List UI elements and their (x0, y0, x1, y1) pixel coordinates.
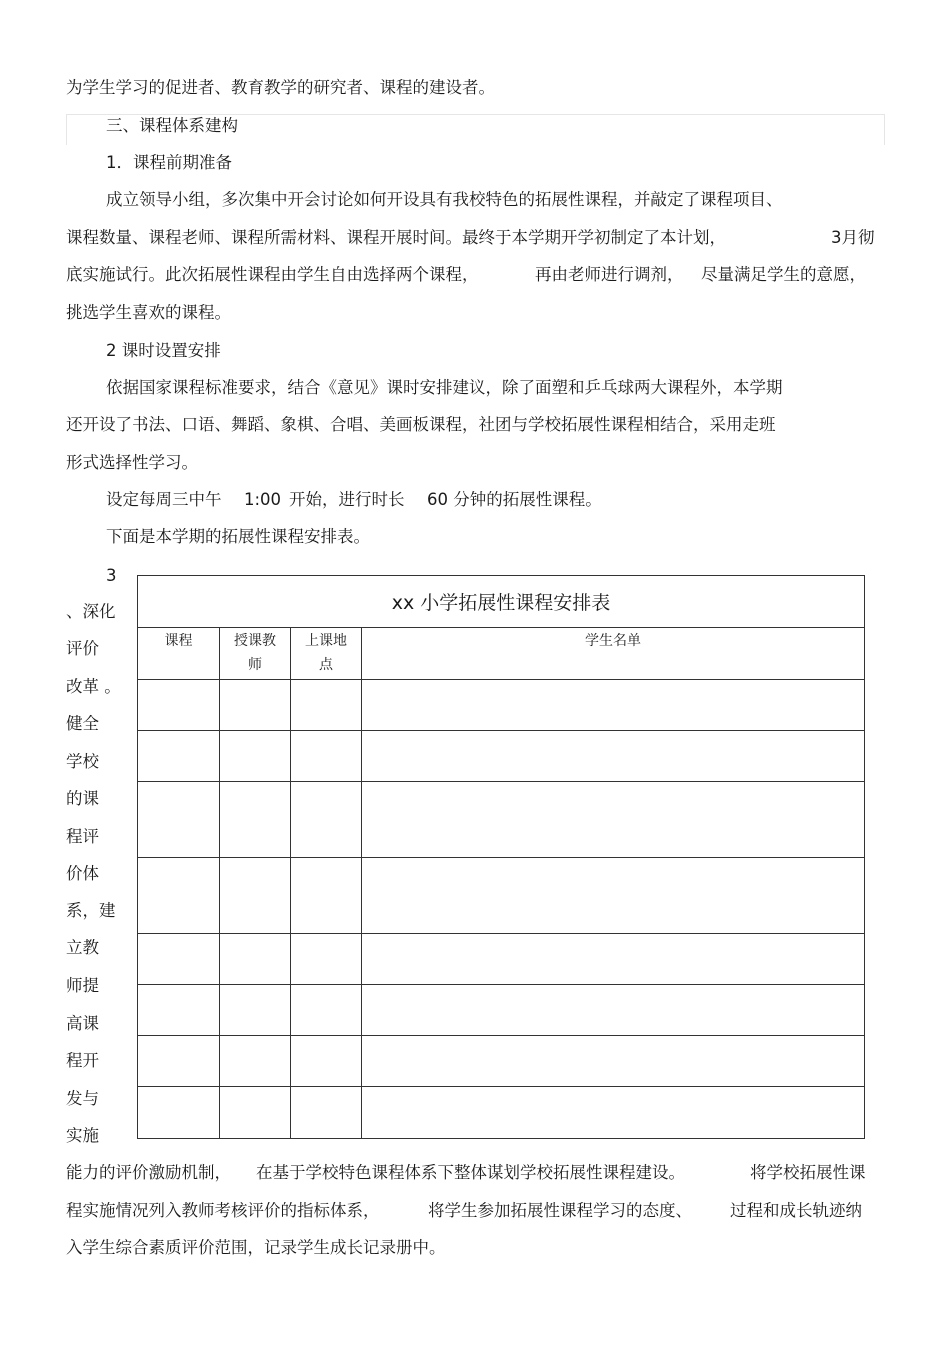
paragraph-4: 下面是本学期的拓展性课程安排表。 (106, 527, 370, 546)
side-text-13: 程开 (66, 1051, 99, 1070)
side-text-10: 立教 (66, 938, 99, 957)
tail-line-2c: 过程和成长轨迹纳 (730, 1201, 862, 1220)
cell-location[interactable] (291, 1087, 362, 1139)
table-row (138, 680, 865, 731)
cell-students[interactable] (362, 934, 865, 985)
cell-students[interactable] (362, 1087, 865, 1139)
cell-students[interactable] (362, 985, 865, 1036)
tail-line-3: 入学生综合素质评价范围，记录学生成长记录册中。 (66, 1238, 446, 1257)
cell-course[interactable] (138, 858, 220, 934)
paragraph-2-line-1: 依据国家课程标准要求，结合《意见》课时安排建议，除了面塑和乒乓球两大课程外，本学期 (106, 378, 783, 397)
tail-line-2b: 将学生参加拓展性课程学习的态度、 (428, 1201, 692, 1220)
cell-teacher[interactable] (220, 934, 291, 985)
header-course: 课程 (138, 628, 220, 680)
side-text-2: 评价 (66, 639, 99, 658)
side-text-1: 、深化 (66, 602, 116, 621)
cell-students[interactable] (362, 858, 865, 934)
subheading-2: 2 课时设置安排 (106, 341, 221, 360)
paragraph-1-line-3c: 尽量满足学生的意愿， (701, 265, 866, 284)
header-students: 学生名单 (362, 628, 865, 680)
side-text-9: 系，建 (66, 901, 116, 920)
cell-location[interactable] (291, 680, 362, 731)
paragraph-3-a: 设定每周三中午 (106, 490, 222, 509)
side-text-5: 学校 (66, 752, 99, 771)
paragraph-3-duration: 60 分钟的拓展性课程。 (427, 490, 602, 509)
tail-line-1b: 在基于学校特色课程体系下整体谋划学校拓展性课程建设。 (256, 1163, 685, 1182)
cell-location[interactable] (291, 782, 362, 858)
side-text-12: 高课 (66, 1014, 99, 1033)
paragraph-1-line-2-tail: 3月彻 (831, 228, 875, 247)
cell-location[interactable] (291, 985, 362, 1036)
side-text-14: 发与 (66, 1089, 99, 1108)
table-row (138, 1036, 865, 1087)
side-text-15: 实施 (66, 1126, 99, 1145)
cell-location[interactable] (291, 934, 362, 985)
table-row (138, 731, 865, 782)
cell-teacher[interactable] (220, 680, 291, 731)
cell-location[interactable] (291, 731, 362, 782)
cell-location[interactable] (291, 1036, 362, 1087)
header-location: 上课地点 (291, 628, 362, 680)
section-heading: 三、课程体系建构 (106, 116, 238, 135)
cell-course[interactable] (138, 1087, 220, 1139)
cell-teacher[interactable] (220, 1087, 291, 1139)
cell-course[interactable] (138, 1036, 220, 1087)
side-text-3: 改革 。 (66, 677, 121, 696)
tail-line-2a: 程实施情况列入教师考核评价的指标体系， (66, 1201, 380, 1220)
cell-teacher[interactable] (220, 858, 291, 934)
paragraph-1-line-2: 课程数量、课程老师、课程所需材料、课程开展时间。最终于本学期开学初制定了本计划， (66, 228, 726, 247)
table-row (138, 858, 865, 934)
cell-course[interactable] (138, 782, 220, 858)
cell-course[interactable] (138, 680, 220, 731)
cell-course[interactable] (138, 985, 220, 1036)
cell-course[interactable] (138, 934, 220, 985)
paragraph-3-time: 1:00 (244, 490, 282, 509)
table-row (138, 985, 865, 1036)
cell-students[interactable] (362, 1036, 865, 1087)
cell-students[interactable] (362, 731, 865, 782)
paragraph-1-line-4: 挑选学生喜欢的课程。 (66, 303, 231, 322)
cell-teacher[interactable] (220, 1036, 291, 1087)
cell-students[interactable] (362, 782, 865, 858)
cell-location[interactable] (291, 858, 362, 934)
subheading-1: 1．课程前期准备 (106, 153, 232, 172)
side-text-6: 的课 (66, 789, 99, 808)
text-line-1: 为学生学习的促进者、教育教学的研究者、课程的建设者。 (66, 78, 495, 97)
side-text-8: 价体 (66, 864, 99, 883)
paragraph-1-line-3b: 再由老师进行调剂， (535, 265, 684, 284)
paragraph-1-line-3a: 底实施试行。此次拓展性课程由学生自由选择两个课程， (66, 265, 479, 284)
cell-students[interactable] (362, 680, 865, 731)
cell-teacher[interactable] (220, 985, 291, 1036)
table-row (138, 782, 865, 858)
header-teacher: 授课教师 (220, 628, 291, 680)
side-text-7: 程评 (66, 827, 99, 846)
cell-teacher[interactable] (220, 782, 291, 858)
cell-course[interactable] (138, 731, 220, 782)
table-row (138, 934, 865, 985)
tail-line-1a: 能力的评价激励机制， (66, 1163, 231, 1182)
paragraph-1-line-1: 成立领导小组，多次集中开会讨论如何开设具有我校特色的拓展性课程，并敲定了课程项目、 (106, 190, 783, 209)
side-text-4: 健全 (66, 714, 99, 733)
course-schedule-table (137, 575, 865, 1139)
table-row (138, 1087, 865, 1139)
side-text-11: 师提 (66, 976, 99, 995)
cell-teacher[interactable] (220, 731, 291, 782)
paragraph-3-b: 开始，进行时长 (289, 490, 405, 509)
tail-line-1c: 将学校拓展性课 (750, 1163, 866, 1182)
paragraph-2-line-3: 形式选择性学习。 (66, 453, 198, 472)
table-title: xx 小学拓展性课程安排表 (138, 576, 865, 628)
paragraph-2-line-2: 还开设了书法、口语、舞蹈、象棋、合唱、美画板课程，社团与学校拓展性课程相结合，采用走班 (66, 415, 776, 434)
side-text-0: 3 (106, 566, 117, 585)
